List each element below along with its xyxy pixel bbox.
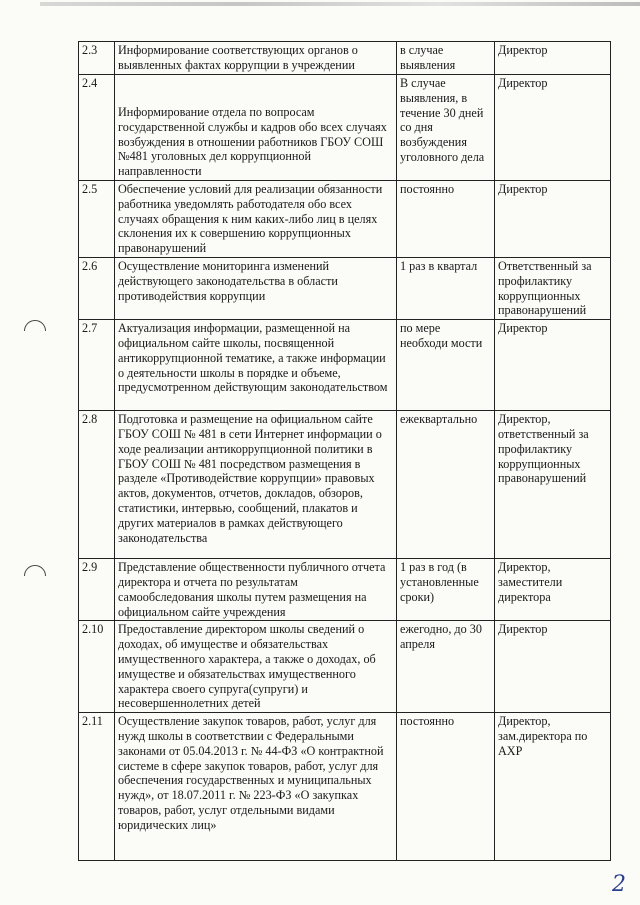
activity-cell: Предоставление директором школы сведений о доходах, об имуществе и обязательствах имущественного характера, а также о доходах, об имуществе и обязательствах имущественного характера своего супруга(супруги) и несовершеннолетних детей — [115, 621, 397, 713]
activity-cell: Подготовка и размещение на официальном сайте ГБОУ СОШ № 481 в сети Интернет информации о ходе реализации антикоррупционной политики в ГБОУ СОШ № 481 посредством размещения в разделе «Противодействие коррупции» правовых актов, документов, отчетов, докладов, обзоров, статистики, интервью, сообщений, плакатов и других материалов в рамках действующего законодательства — [115, 411, 397, 559]
item-number: 2.4 — [79, 75, 115, 181]
responsible-cell: Директор — [495, 42, 611, 75]
responsible-cell: Директор — [495, 320, 611, 411]
term-cell: ежегодно, до 30 апреля — [397, 621, 495, 713]
activity-cell: Информирование отдела по вопросам государственной службы и кадров обо всех случаях возбуждения в отношении работников ГБОУ СОШ №481 уголовных дел коррупционной направленности — [115, 75, 397, 181]
table-row — [79, 42, 611, 75]
table-row — [79, 713, 611, 861]
term-cell: 1 раз в год (в установленные сроки) — [397, 559, 495, 621]
punch-hole-mark — [24, 320, 46, 342]
table-row — [79, 180, 611, 257]
table-row — [79, 559, 611, 621]
term-cell: по мере необходи мости — [397, 320, 495, 411]
table-row — [79, 257, 611, 319]
item-number: 2.5 — [79, 180, 115, 257]
term-cell: в случае выявления — [397, 42, 495, 75]
item-number: 2.9 — [79, 559, 115, 621]
responsible-cell: Директор, зам.директора по АХР — [495, 713, 611, 861]
item-number: 2.8 — [79, 411, 115, 559]
table-row — [79, 621, 611, 713]
punch-hole-mark — [24, 565, 46, 587]
term-cell: ежеквартально — [397, 411, 495, 559]
item-number: 2.7 — [79, 320, 115, 411]
page-number: 2 — [612, 872, 626, 897]
scan-edge-mark — [40, 2, 640, 6]
item-number: 2.6 — [79, 257, 115, 319]
item-number: 2.3 — [79, 42, 115, 75]
term-cell: 1 раз в квартал — [397, 257, 495, 319]
table-row — [79, 411, 611, 559]
responsible-cell: Директор — [495, 621, 611, 713]
activity-cell: Осуществление закупок товаров, работ, услуг для нужд школы в соответствии с Федеральными законами от 05.04.2013 г. № 44-ФЗ «О контрактной системе в сфере закупок товаров, работ, услуг для обеспечения государственных и муниципальных нужд», от 18.07.2011 г. № 223-ФЗ «О закупках товаров, работ, услуг отдельными видами юридических лиц» — [115, 713, 397, 861]
term-cell: В случае выявления, в течение 30 дней со дня возбуждения уголовного дела — [397, 75, 495, 181]
item-number: 2.11 — [79, 713, 115, 861]
activity-cell: Актуализация информации, размещенной на официальном сайте школы, посвященной антикоррупционной тематике, а также информации о деятельности школы в порядке и объеме, предусмотренном действующим законодательством — [115, 320, 397, 411]
responsible-cell: Ответственный за профилактику коррупционных правонарушений — [495, 257, 611, 319]
responsible-cell: Директор, ответственный за профилактику коррупционных правонарушений — [495, 411, 611, 559]
activity-cell: Информирование соответствующих органов о выявленных фактах коррупции в учреждении — [115, 42, 397, 75]
activity-cell: Представление общественности публичного отчета директора и отчета по результатам самообследования школы путем размещения на официальном сайте учреждения — [115, 559, 397, 621]
activity-cell: Обеспечение условий для реализации обязанности работника уведомлять работодателя обо всех случаях обращения к ним каких-либо лиц в целях склонения их к совершению коррупционных правонарушений — [115, 180, 397, 257]
table-row — [79, 75, 611, 181]
responsible-cell: Директор, заместители директора — [495, 559, 611, 621]
anticorruption-plan-table — [78, 41, 611, 861]
activity-cell: Осуществление мониторинга изменений действующего законодательства в области противодействия коррупции — [115, 257, 397, 319]
responsible-cell: Директор — [495, 180, 611, 257]
item-number: 2.10 — [79, 621, 115, 713]
responsible-cell: Директор — [495, 75, 611, 181]
table-row — [79, 320, 611, 411]
term-cell: постоянно — [397, 180, 495, 257]
term-cell: постоянно — [397, 713, 495, 861]
